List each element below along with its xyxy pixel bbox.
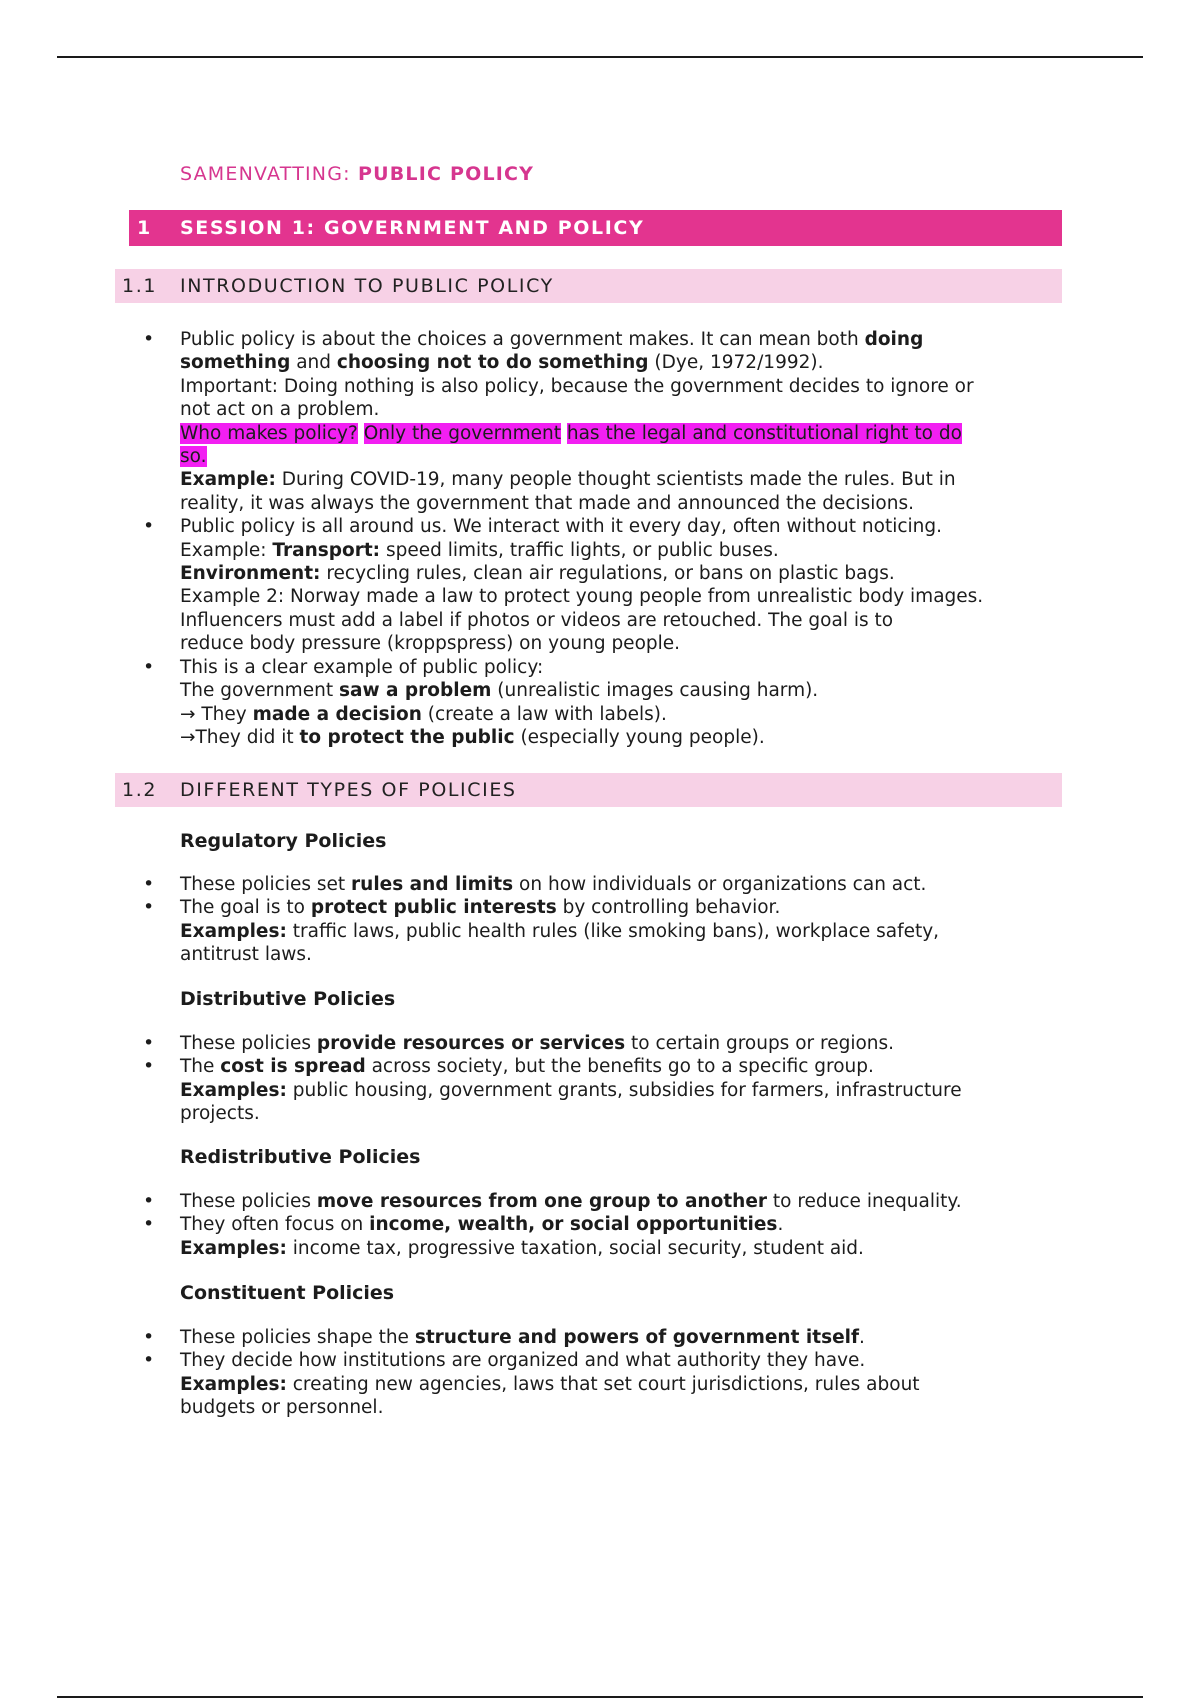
text-line: The government saw a problem (unrealistic images causing harm). xyxy=(180,680,819,702)
heading-number: 1.2 xyxy=(122,779,158,801)
bullet-line: • They decide how institutions are organized and what authority they have. xyxy=(180,1349,1080,1372)
text-line: projects. xyxy=(180,1103,260,1125)
distributive-policies-subheading: Distributive Policies xyxy=(180,988,396,1010)
text-line: Examples: public housing, government grants, subsidies for farmers, infrastructure xyxy=(180,1079,962,1101)
bullet-line: • Public policy is about the choices a government makes. It can mean both doing xyxy=(180,328,1080,351)
bullet-line: • The goal is to protect public interests by controlling behavior. xyxy=(180,896,1080,919)
text-line: reality, it was always the government that made and announced the decisions. xyxy=(180,492,914,514)
bullet-line: • The cost is spread across society, but the benefits go to a specific group. xyxy=(180,1055,1080,1078)
heading-number: 1 xyxy=(137,217,152,239)
heading-text: DIFFERENT TYPES OF POLICIES xyxy=(180,779,517,801)
redistributive-policies-subheading: Redistributive Policies xyxy=(180,1146,421,1168)
text-line: Environment: recycling rules, clean air regulations, or bans on plastic bags. xyxy=(180,563,895,585)
heading-1-1 xyxy=(115,269,1062,303)
bullet-line: • These policies move resources from one group to another to reduce inequality. xyxy=(180,1190,1080,1213)
footer-rule xyxy=(57,1696,1143,1698)
text-line: not act on a problem. xyxy=(180,399,380,421)
text-line: Influencers must add a label if photos or videos are retouched. The goal is to xyxy=(180,609,894,631)
text-line: something and choosing not to do something (Dye, 1972/1992). xyxy=(180,352,824,374)
heading-text: SESSION 1: GOVERNMENT AND POLICY xyxy=(180,217,645,239)
bullet-line: • They often focus on income, wealth, or social opportunities. xyxy=(180,1213,1080,1236)
bullet-line: • These policies shape the structure and powers of government itself. xyxy=(180,1326,1080,1349)
constituent-policies-body xyxy=(180,1326,1080,1420)
bullet-line: • These policies set rules and limits on how individuals or organizations can act. xyxy=(180,873,1080,896)
text-line: budgets or personnel. xyxy=(180,1397,384,1419)
regulatory-policies-subheading: Regulatory Policies xyxy=(180,830,387,852)
heading-text: INTRODUCTION TO PUBLIC POLICY xyxy=(180,275,554,297)
text-line: Example: Transport: speed limits, traffic lights, or public buses. xyxy=(180,539,779,561)
heading-number: 1.1 xyxy=(122,275,158,297)
section-1-1-body xyxy=(180,328,1080,749)
text-line: Examples: creating new agencies, laws that set court jurisdictions, rules about xyxy=(180,1373,920,1395)
text-line: Example: During COVID-19, many people thought scientists made the rules. But in xyxy=(180,469,956,491)
text-line: Important: Doing nothing is also policy, because the government decides to ignore or xyxy=(180,375,974,397)
redistributive-policies-body xyxy=(180,1190,1080,1260)
bullet-line: • This is a clear example of public policy: xyxy=(180,656,1080,679)
regulatory-policies-body xyxy=(180,873,1080,967)
bullet-line: • Public policy is all around us. We interact with it every day, often without noticing. xyxy=(180,515,1080,538)
heading-1-2 xyxy=(115,773,1062,807)
text-line: → They made a decision (create a law with labels). xyxy=(180,703,667,725)
highlighted-line: so. xyxy=(180,446,207,468)
text-line: Examples: income tax, progressive taxation, social security, student aid. xyxy=(180,1237,864,1259)
highlighted-line: Who makes policy? Only the government has the legal and constitutional right to do xyxy=(180,422,962,444)
text-line: antitrust laws. xyxy=(180,944,312,966)
document-title: SAMENVATTING: PUBLIC POLICY xyxy=(180,163,535,185)
text-line: Examples: traffic laws, public health rules (like smoking bans), workplace safety, xyxy=(180,920,940,942)
text-line: reduce body pressure (kroppspress) on young people. xyxy=(180,633,681,655)
text-line: Example 2: Norway made a law to protect young people from unrealistic body images. xyxy=(180,586,984,608)
heading-session-1 xyxy=(129,210,1062,246)
header-rule xyxy=(57,56,1143,58)
distributive-policies-body xyxy=(180,1032,1080,1126)
bullet-line: • These policies provide resources or services to certain groups or regions. xyxy=(180,1032,1080,1055)
constituent-policies-subheading: Constituent Policies xyxy=(180,1282,395,1304)
text-line: →They did it to protect the public (especially young people). xyxy=(180,726,765,748)
